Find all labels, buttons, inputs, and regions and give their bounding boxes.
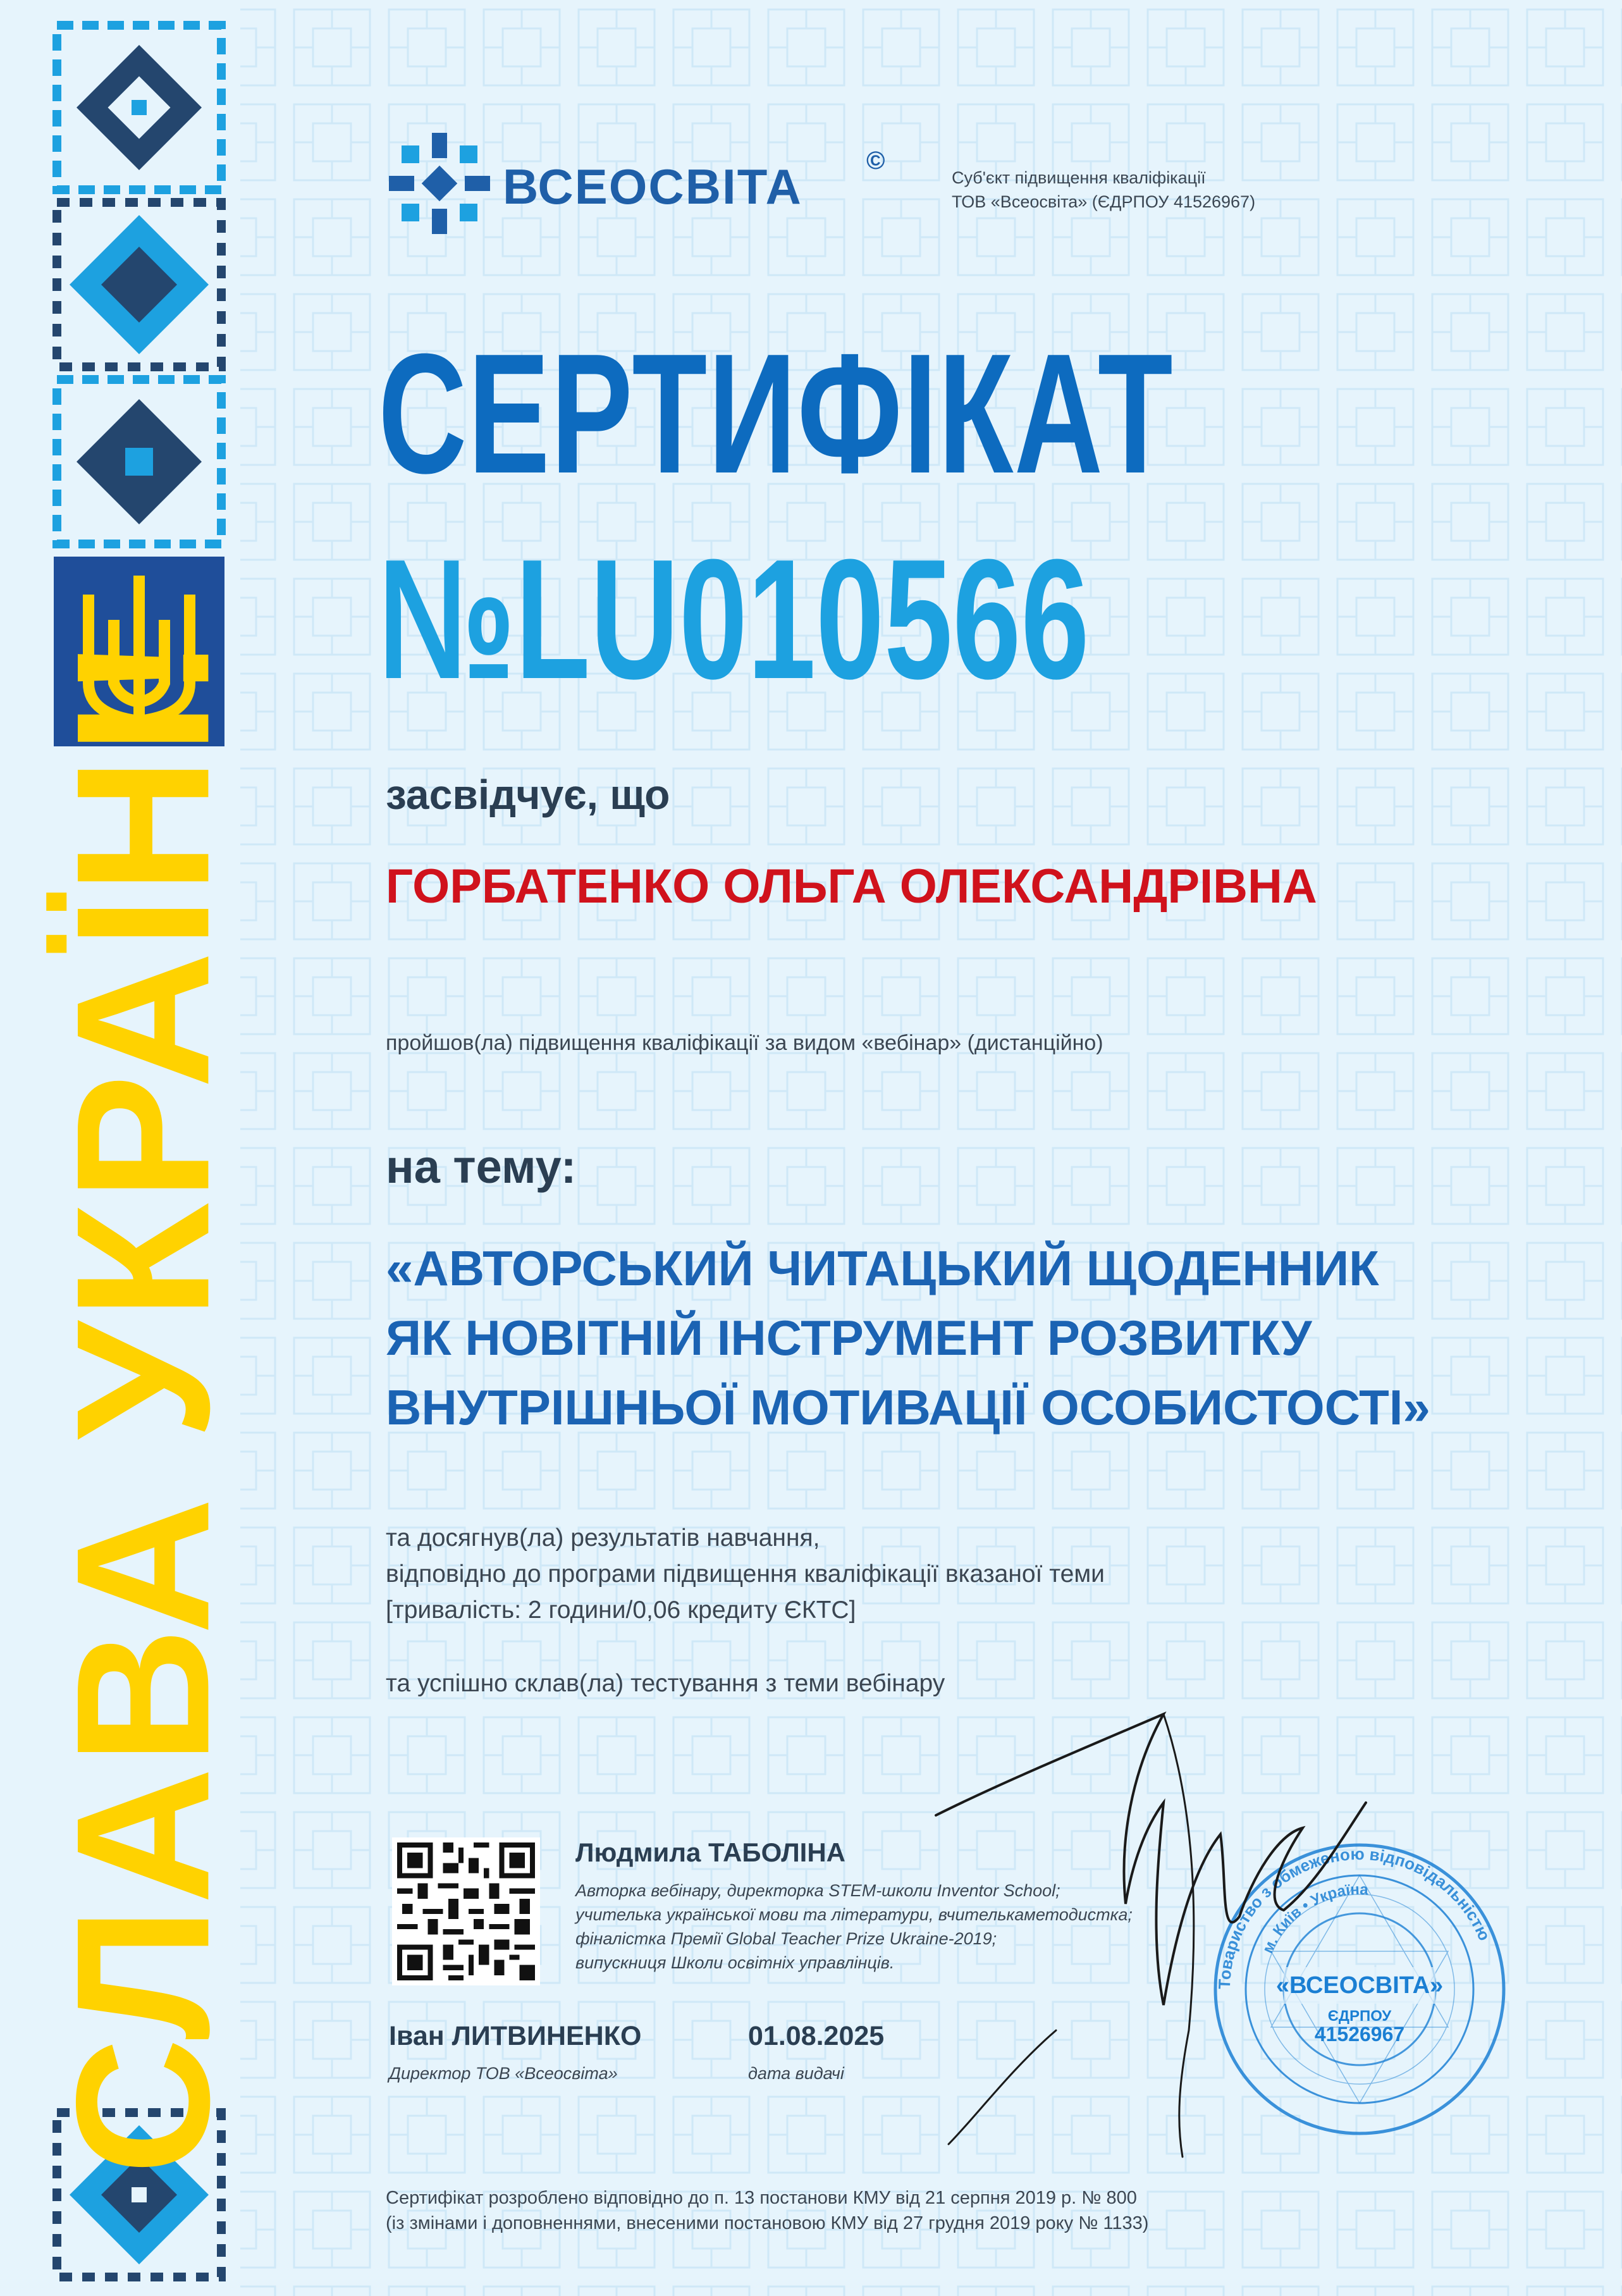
stamp-company-name: «ВСЕОСВІТА»: [1275, 1972, 1444, 1999]
testing-text: та успішно склав(ла) тестування з теми вебінару: [386, 1670, 945, 1697]
results-text: [386, 1520, 1105, 1628]
logo-text: ВСЕОСВІТА: [503, 159, 802, 214]
results-line: [тривалість: 2 години/0,06 кредиту ЄКТС]: [386, 1596, 856, 1624]
copyright-mark: ©: [866, 147, 885, 175]
author-line: випускниця Школи освітніх управлінців.: [575, 1953, 895, 1972]
provider-line: Суб'єкт підвищення кваліфікації: [952, 168, 1206, 187]
author-line: учителька української мови та літератури, вчителькаметодистка;: [575, 1905, 1133, 1924]
topic-line: ЯК НОВІТНІЙ ІНСТРУМЕНТ РОЗВИТКУ: [386, 1310, 1312, 1366]
director-title: Директор ТОВ «Всеосвіта»: [389, 2064, 618, 2083]
footnote-line: (із змінами і доповненнями, внесеними постановою КМУ від 27 грудня 2019 року № 1133): [386, 2213, 1149, 2233]
issue-date-label: дата видачі: [748, 2064, 844, 2083]
certifies-text: засвідчує, що: [386, 771, 670, 818]
completion-text: пройшов(ла) підвищення кваліфікації за видом «вебінар» (дистанційно): [386, 1031, 1103, 1055]
topic-label: на тему:: [386, 1140, 577, 1193]
author-name: Людмила ТАБОЛІНА: [575, 1837, 845, 1867]
stamp-city-text: м. Київ • Україна: [1259, 1880, 1369, 1956]
stamp-outer-text: Товариство з обмеженою відповідальністю: [1214, 1844, 1495, 1990]
slogan-text: СЛАВА УКРАЇНІ!: [36, 633, 249, 2175]
author-line: Авторка вебінару, директорка STEM-школи Inventor School;: [575, 1881, 1060, 1900]
results-line: та досягнув(ла) результатів навчання,: [386, 1524, 820, 1552]
ornament-icon: [57, 25, 221, 544]
topic-line: ВНУТРІШНЬОЇ МОТИВАЦІЇ ОСОБИСТОСТІ»: [386, 1379, 1430, 1435]
author-line: фіналістка Премії Global Teacher Prize Ukraine-2019;: [575, 1929, 997, 1948]
provider-line: ТОВ «Всеосвіта» (ЄДРПОУ 41526967): [952, 192, 1256, 211]
legal-footnote: [386, 2185, 1148, 2236]
certificate-title: СЕРТИФІКАТ: [378, 319, 1174, 509]
logo-snowflake-icon: [383, 127, 496, 240]
director-name: Іван ЛИТВИНЕНКО: [389, 2021, 642, 2051]
recipient-name: ГОРБАТЕНКО ОЛЬГА ОЛЕКСАНДРІВНА: [386, 860, 1317, 913]
slogan-vertical: [36, 633, 249, 2175]
stamp-code-label: ЄДРПОУ: [1327, 2008, 1392, 2025]
certificate-number: №LU010566: [378, 524, 1090, 715]
qr-code-icon[interactable]: [392, 1837, 540, 1985]
topic-line: «АВТОРСЬКИЙ ЧИТАЦЬКИЙ ЩОДЕННИК: [386, 1240, 1379, 1296]
results-line: відповідно до програми підвищення кваліфікації вказаної теми: [386, 1560, 1105, 1588]
handwritten-signature: [923, 1676, 1429, 2169]
footnote-line: Сертифікат розроблено відповідно до п. 13 постанови КМУ від 21 серпня 2019 р. № 800: [386, 2188, 1137, 2208]
stamp-code: 41526967: [1314, 2023, 1405, 2046]
topic-title: [386, 1233, 1430, 1442]
issue-date: 01.08.2025: [748, 2021, 885, 2051]
provider-info: [952, 166, 1255, 214]
